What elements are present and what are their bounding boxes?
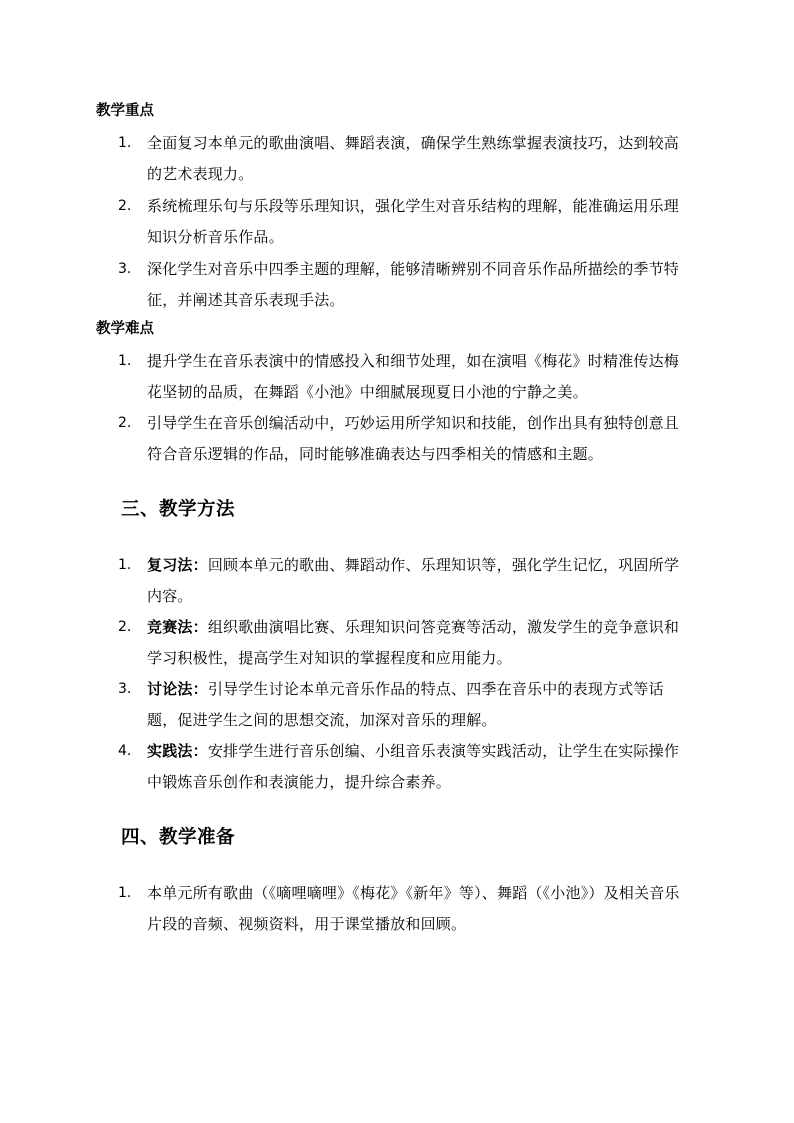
- list-number: 4.: [118, 743, 132, 759]
- list-item-text: [147, 550, 687, 612]
- list-item-text: [147, 612, 687, 674]
- term-separator: ：: [192, 618, 208, 636]
- method-description: 安排学生进行音乐创编、小组音乐表演等实践活动，让学生在实际操作中锻炼音乐创作和表演能力，提升综合素养。: [147, 742, 680, 791]
- list-number: 1.: [118, 353, 132, 369]
- term-separator: ：: [192, 742, 208, 760]
- list-number: 1.: [118, 557, 132, 573]
- method-term: 讨论法: [147, 680, 193, 698]
- method-description: 组织歌曲演唱比赛、乐理知识问答竞赛等活动，激发学生的竞争意识和学习积极性，提高学生对知识的掌握程度和应用能力。: [147, 618, 680, 667]
- term-separator: ：: [192, 680, 208, 698]
- list-item-text: [147, 674, 687, 736]
- list-item-text: [147, 736, 687, 798]
- difficulty-heading: 教学难点: [96, 321, 154, 337]
- list-number: 3.: [118, 681, 132, 697]
- preparation-heading: 四、教学准备: [121, 827, 236, 848]
- methods-heading: 三、教学方法: [121, 499, 236, 520]
- list-item-text: 系统梳理乐句与乐段等乐理知识，强化学生对音乐结构的理解，能准确运用乐理知识分析音乐作品。: [147, 197, 680, 246]
- focus-heading: 教学重点: [96, 103, 154, 119]
- list-number: 2.: [118, 415, 132, 431]
- list-number: 1.: [118, 135, 132, 151]
- method-term: 复习法: [147, 556, 193, 574]
- list-item-text: 引导学生在音乐创编活动中，巧妙运用所学知识和技能，创作出具有独特创意且符合音乐逻辑的作品，同时能够准确表达与四季相关的情感和主题。: [147, 414, 680, 463]
- method-term: 实践法: [147, 742, 193, 760]
- method-description: 引导学生讨论本单元音乐作品的特点、四季在音乐中的表现方式等话题，促进学生之间的思想交流，加深对音乐的理解。: [147, 680, 664, 729]
- list-number: 2.: [118, 619, 132, 635]
- term-separator: ：: [192, 556, 208, 574]
- list-item-text: 本单元所有歌曲（《嘀哩嘀哩》《梅花》《新年》等）、舞蹈（《小池》）及相关音乐片段的音频、视频资料，用于课堂播放和回顾。: [147, 884, 680, 933]
- list-item-text: 深化学生对音乐中四季主题的理解，能够清晰辨别不同音乐作品所描绘的季节特征，并阐述其音乐表现手法。: [147, 260, 680, 309]
- list-number: 3.: [118, 261, 132, 277]
- list-number: 2.: [118, 198, 132, 214]
- list-number: 1.: [118, 885, 132, 901]
- method-term: 竞赛法: [147, 618, 193, 636]
- list-item-text: 提升学生在音乐表演中的情感投入和细节处理，如在演唱《梅花》时精准传达梅花坚韧的品质，在舞蹈《小池》中细腻展现夏日小池的宁静之美。: [147, 352, 680, 401]
- method-description: 回顾本单元的歌曲、舞蹈动作、乐理知识等，强化学生记忆，巩固所学内容。: [147, 556, 680, 605]
- list-item-text: 全面复习本单元的歌曲演唱、舞蹈表演，确保学生熟练掌握表演技巧，达到较高的艺术表现力。: [147, 134, 680, 183]
